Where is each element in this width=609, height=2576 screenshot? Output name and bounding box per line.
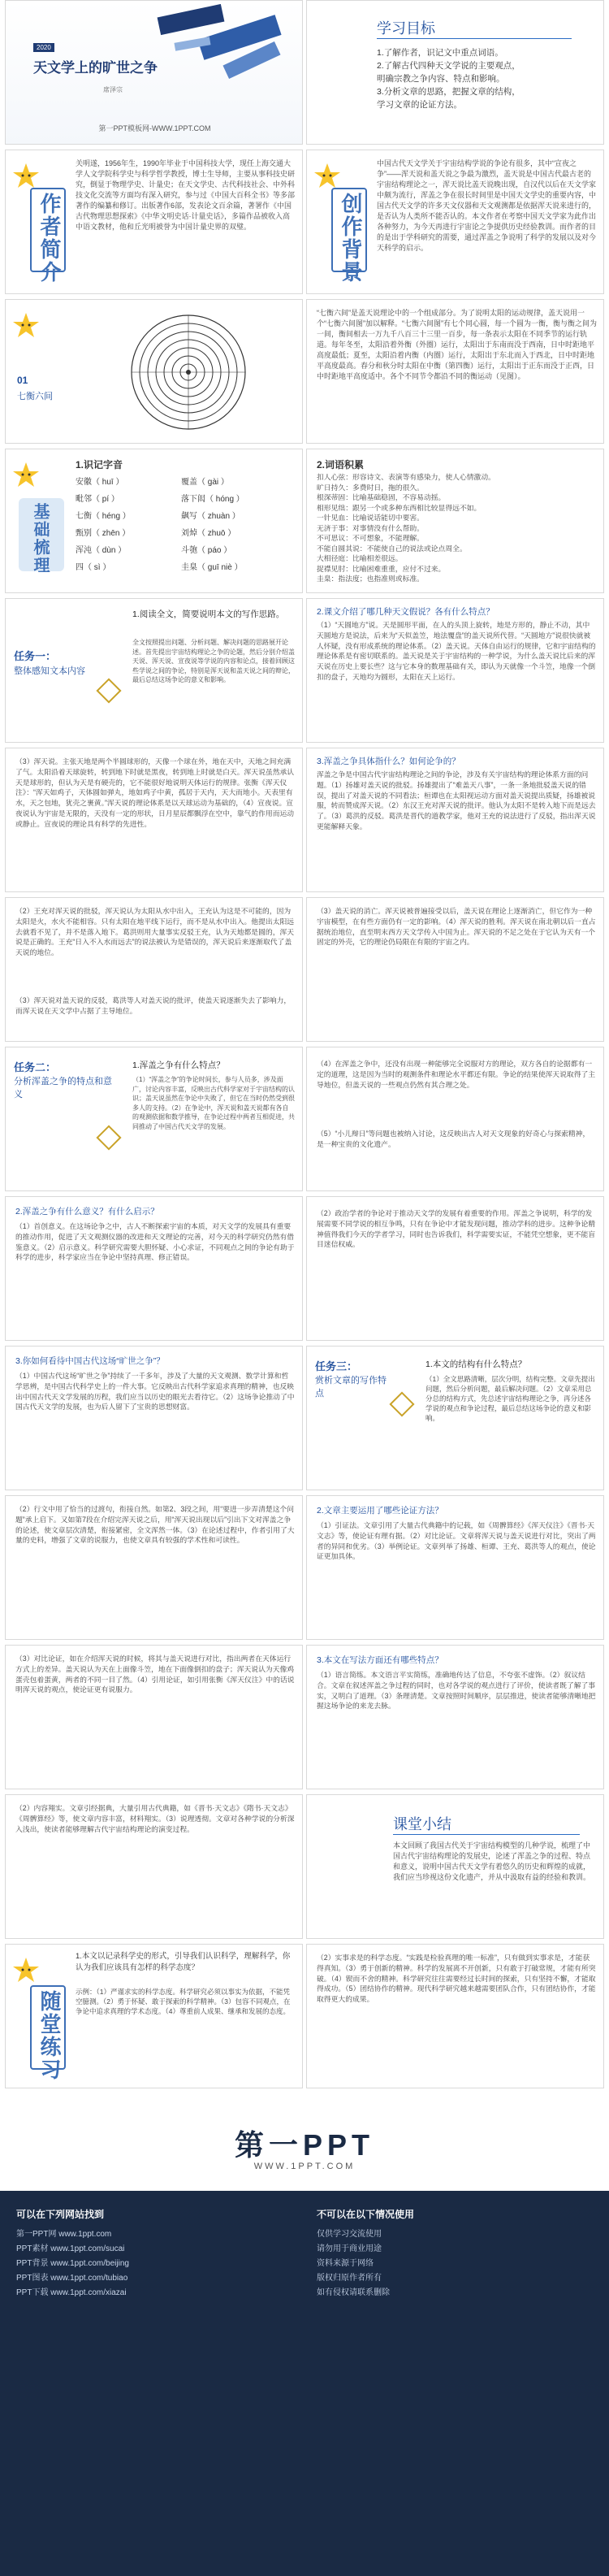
writing-cont-text: （2）内容翔实。文章引经据典，大量引用古代典籍，如《晋书·天文志》《隋书·天文志》《周髀算经》等，使文章内容丰富，材料翔实。（3）说理透彻。文章对各种学说的分析深入浅出，使读者能够理解古代宇宙结构理论的演变过程。 [15,1804,295,1833]
footer-col1-title: 可以在下列网站找到 [16,2209,105,2220]
star-icon [12,162,40,189]
footer-link[interactable]: PPT背景 www.1ppt.com/beijing [16,2259,129,2268]
footer-logo: 第一PPT [234,2128,374,2162]
star-icon [12,1956,40,1984]
vocabulary-heading: 2.词语积累 [317,459,365,471]
star-icon [12,461,40,488]
task1-heading: 1.阅读全文，简要说明本文的写作思路。 [132,609,285,619]
pron-row: 浑沌（ dùn ） 斗匏（ páo ） [76,546,232,555]
objectives-heading: 学习目标 [377,20,435,37]
task3-title: 赏析文章的写作特点 [315,1376,387,1399]
slide-methods-cont [5,1645,303,1789]
methods-text: （1）引证法。文章引用了大量古代典籍中的记载，如《周髀算经》《浑天仪注》《晋书·天文志》等，使论证有理有据。（2）对比论证。文章将浑天说与盖天说进行对比，突出了两者的异同和优劣。（3）举例论证。文章列举了扬雄、桓谭、王充、葛洪等人的观点，使论证更加具体。 [317,1521,596,1561]
slide-significance-cont [306,1196,604,1341]
task1-text: 全文按照提出问题、分析问题、解决问题的思路展开论述。首先提出宇宙结构理论之争的论题，然后分别介绍盖天说、浑天说、宣夜说等学说的内容和论点，接着回顾这些学说之间的争论，特别是浑天说和盖天说之间的辩论，最后总结这场争论的意义和影响。 [132,639,295,683]
pron-row: 四（ sì ） 圭臬（ guī niè ） [76,563,243,572]
slide-task1 [5,598,303,743]
pronunciation-list [76,474,295,576]
slide-hypotheses [306,598,604,743]
title-footer[interactable]: 第一PPT模板网-WWW.1PPT.COM [98,124,211,132]
hypotheses-heading: 2.课文介绍了哪几种天文假说？各有什么特点？ [317,607,495,617]
slide-huntian [5,748,303,892]
pron-row: 毗邻（ pí ） 落下闳（ hóng ） [76,495,244,504]
footer-link[interactable]: PPT图表 www.1ppt.com/tubiao [16,2274,128,2283]
pron-row: 七衡（ héng ） 飙写（ zhuàn ） [76,512,240,521]
task2-label: 任务二： [14,1061,57,1073]
diamond-icon [96,678,121,703]
wangchong-text2: （3）浑天说对盖天说的反驳，葛洪等人对盖天说的批评，使盖天说逐渐失去了影响力，而浑天说在天文学中占据了主导地位。 [15,996,292,1015]
task1-label: 任务一： [14,650,57,662]
task2-heading: 1.浑盖之争有什么特点？ [132,1060,225,1070]
diamond-icon [96,1125,121,1150]
slide-writing [306,1645,604,1789]
practice-cont-text: （2）实事求是的科学态度。“实践是检验真理的唯一标准”，只有做到实事求是，才能获得真知。（3）勇于创新的精神。科学的发展离不开创新，只有敢于打破常规，才能有所突破。（4）锲而不舍的精神。科学研究往往需要经过长时间的探索，只有坚持不懈，才能取得成功。（5）团结协作的精神。现代科学研究越来越需要团队合作，只有团结协作，才能取得更大的成果。 [317,1954,596,2004]
footer-note: 资料来源于网络 [317,2259,374,2268]
practice-label: 随堂练习 [37,1990,62,2081]
slide-author [5,150,303,294]
slide-methods [306,1495,604,1640]
task2-title: 分析浑盖之争的特点和意义 [14,1077,112,1099]
slide-qiheng-diagram [5,299,303,444]
practice-question: 1.本文以记录科学史的形式，引导我们认识科学，理解科学，你认为我们应该具有怎样的科学态度？ [76,1952,291,1972]
slide-task3 [306,1346,604,1490]
footer-note: 仅供学习交流使用 [317,2230,382,2239]
methods-heading: 2.文章主要运用了哪些论证方法？ [317,1506,443,1516]
objective-line: 1.了解作者，识记文中重点词语。 [377,48,503,58]
summary-heading: 课堂小结 [393,1816,451,1832]
star-icon [313,162,341,189]
footer-col2 [317,2207,593,2301]
objective-line: 明确宗教之争内容、特点和影响。 [377,74,505,84]
features-cont-text2: （5）“小儿辩日”等问题也被纳入讨论，这反映出古人对天文现象的好奇心与探索精神，是一种宝贵的文化遗产。 [317,1130,590,1148]
objectives-divider [377,38,572,39]
slide-background [306,150,604,294]
slide-structure-cont [5,1495,303,1640]
star-icon [12,311,40,339]
qiheng-text: “七衡六间”是盖天说理论中的一个组成部分。为了说明太阳的运动规律，盖天说用一个“七衡六间图”加以解释。“七衡六间图”有七个同心圆，每一个圆为一衡，衡与衡之间为一间，衡间相去一万九千八百三十三里一百步，每一条表示太阳在不同季节的运行轨道。每年冬至，太阳沿着外衡（外圈）运行，太阳出于东南而没于西南，日中时距地平高度最低；夏至，太阳沿着内衡（内圈）运行，太阳出于东北而入于西北，日中时距地平高度最高。春分和秋分时太阳在中衡（第四衡）运行，太阳出于正东而没于正西，日中时距地平高度适中。各个不同节令都沿不同的衡运动（见图）。 [317,309,597,380]
background-label: 创作背景 [339,193,363,284]
slide-practice [5,1944,303,2088]
task3-heading: 1.本文的结构有什么特点？ [425,1360,527,1369]
practice-answer: 示例：（1）严谨求实的科学态度。科学研究必须以事实为依据，不能凭空臆测。（2）勇于怀疑、敢于探索的科学精神。（3）包容不同观点，在争论中追求真理的学术态度。（4）尊重前人成果、继承和发展的态度。 [76,1988,291,2015]
objectives-list [377,46,596,111]
pronunciation-heading: 1.识记字音 [76,459,123,471]
slide-gaitian-end [306,897,604,1042]
slide-debate [306,748,604,892]
significance-heading: 2.浑盖之争有什么意义？有什么启示？ [15,1207,159,1216]
footer-link[interactable]: PPT下载 www.1ppt.com/xiazai [16,2288,127,2297]
title-author: 席泽宗 [103,86,123,93]
significance-text: （1）首创意义。在这场论争之中，古人不断探索宇宙的本质，对天文学的发展具有重要的推动作用，促进了天文观测仪器的改进和天文理论的完善，对今天的科学研究仍然有借鉴意义。（2）启示意义。科学研究需要大胆怀疑、小心求证，不同观点之间的争论有助于科学的进步，科学家应当在争论中坚持真理、修正错误。 [15,1222,295,1262]
footer-col1 [16,2207,292,2301]
significance-cont-text: （2）政治学者的争论对于推动天文学的发展有着重要的作用。浑盖之争说明，科学的发展需要不同学说的相互争鸣，只有在争论中才能发现问题，推动学科的进步。这种争论精神值得我们今天的学者学习，同时也告诉我们，科学需要实证，不能凭空想象，更不能盲目迷信权威。 [317,1209,596,1249]
wangchong-text: （2）王充对浑天说的批驳，浑天说认为太阳从水中出入，王充认为这是不可能的，因为太阳是火，水火不能相容。只有太阳在地平线下运行，而不是从水中出入。他提出太阳远去就看不见了，并不是落入地下。葛洪则用大量事实反驳王充，认为天地都是圆的，浑天说是正确的。王充“日入不入水而远去”的说法被认为是错误的，浑天说后来逐渐取代了盖天说的地位。 [15,907,295,957]
objective-line: 2.了解古代四种天文学说的主要观点， [377,61,520,71]
title-badge: 2020 [33,43,54,52]
section-number: 01 [17,375,28,386]
slide-task2 [5,1047,303,1191]
footer-col1-links [16,2227,292,2301]
slide-vocabulary [306,449,604,593]
slide-objectives [306,0,604,145]
view-heading: 3.你如何看待中国古代这场“旷世之争”？ [15,1356,165,1366]
gaitian-end-text: （3）盖天说的消亡。浑天说被普遍接受以后，盖天说在理论上逐渐消亡，但它作为一种宇宙模型，在有些方面仍有一定的影响。（4）浑天说的胜利。浑天说在南北朝以后一直占据统治地位，直至明末西方天文学传入中国为止。浑天说的不足之处在于它认为天有一个固定的外壳，它的理论仍局限在有限的宇宙之内。 [317,907,596,947]
slide-pronunciation [5,449,303,593]
writing-text: （1）语言简练。本文语言平实简练，准确地传达了信息，不夸张不虚饰。（2）叙议结合。文章在叙述浑盖之争过程的同时，也对各学说的观点进行了评价，使读者既了解了事实，又明白了道理。（3）条理清楚。文章按照时间顺序，层层推进，使读者能够清晰地把握这场争论的来龙去脉。 [317,1671,596,1711]
pron-row: 安徽（ huī ） 覆盖（ gài ） [76,478,229,487]
objective-line: 3.分析文章的思路，把握文章的结构， [377,87,520,97]
background-text: 中国古代天文学关于宇宙结构学说的争论有很多，其中“宣夜之争”——浑天说和盖天说之争最为激烈，盖天说是中国古代最古老的宇宙结构理论之一，浑天说比盖天说晚出现，自汉代以后在天文学家中颇为流行，浑盖之争在很长时间里是中国天文学史的重要内容，中国古代天文学的许多天文仪器和天文观测都是依据浑天说来进行的，是否认为人类所不能否认的。本文作者在考察中国天文学家为此作出各种努力，为今天再进行宇宙论之争提供历史经验教训。而作者的目的是出于学科研究的需要，通过浑盖之争说明了科学的发展以及对今天科学的启示。 [377,159,597,252]
summary-text: 本文回顾了我国古代关于宇宙结构模型的几种学说，梳理了中国古代宇宙结构理论的发展史，论述了浑盖之争的过程、特点和意义，说明中国古代天文学有着悠久的历史和辉煌的成就，我们应当珍视这份文化遗产，并从中汲取有益的经验和教训。 [393,1841,591,1881]
diamond-icon [389,1391,414,1416]
slide-title [5,0,303,145]
footer-url[interactable]: WWW.1PPT.COM [253,2162,356,2171]
footer-logo-area [0,2093,609,2191]
slide-view [5,1346,303,1490]
vocabulary-list: 扣人心弦：形容诗文、表演等有感染力，使人心情激动。 旷日持久：多费时日，拖的很久。 根深蒂固：比喻基础稳固，不容易动摇。 相形见绌：跟另一个或多种东西相比较显得远不如。 一针见血：比喻说话能切中要害。 无济于事：对事情没有什么帮助。 不可思议：不可想象，不能理解。 不能自圆其说：不能使自己的说法或论点周全。 大相径庭：比喻相差很远。 捉襟见肘：比喻困难重重，应付不过来。 圭臬：指法度；也指准则或标准。 [317,473,495,583]
footer-link[interactable]: 第一PPT网 www.1ppt.com [16,2230,112,2239]
task1-title: 整体感知文本内容 [14,666,85,676]
task3-text: （1）全文思路清晰，层次分明，结构完整。文章先提出问题，然后分析问题，最后解决问题。（2）文章采用总分总的结构方式，先总述宇宙结构理论之争，再分述各学说的观点和争论过程，最后总结这场争论的意义和影响。 [425,1375,595,1422]
slide-title-text: 天文学上的旷世之争 [33,60,158,76]
footer-note: 版权归原作者所有 [317,2274,382,2283]
hypotheses-text: （1）“天圆地方”说。天是圆形平面，在人的头顶上旋转，地是方形的，静止不动，其中天圆地方是说法，后来为“天似盖笠，地法覆盘”的盖天说所代替。“天圆地方”说很快就被人怀疑，没有形成系统的理论体系。（2）盖天说。天体自由运行的规律，它和宇宙结构的理论体系是有密切联系的。盖天说是关于宇宙结构的一种学说，为什么盖天说比后来的浑天说在历史上要长些？这与它本身的数理基础有关，即认为天就像一个斗笠，地像一个倒扣的盘子，天地均为圆形，太阳在天上运行。 [317,621,596,681]
features-cont-text: （4）在浑盖之争中，还没有出现一种能够完全说服对方的理论，双方各自的论据都有一定的道理，这是因为当时的观测条件和理论水平都还有限。争论的结果使浑天说取得了主导地位，但盖天说的一些观点仍然有其合理之处。 [317,1060,596,1089]
debate-text: 浑盖之争是中国古代宇宙结构理论之间的争论，涉及有关宇宙结构的理论体系方面的问题。（1）扬雄对盖天说的批驳。扬雄提出了“难盖天八事”，一条一条地批驳盖天说的错误，提出了对盖天说的不同看法；桓谭也在太阳视运动方面对盖天说提出质疑，扬雄被说服，转而赞成浑天说。（2）东汉王充对浑天说的批评。他认为太阳不是转入地下而是远去了。（3）葛洪的反驳。葛洪是晋代的道教学家，他对王充的说法进行了反驳，指出浑天说更能解释天象。 [317,770,596,830]
footer-col2-title: 不可以在以下情况使用 [317,2209,415,2220]
summary-divider [393,1834,580,1835]
basics-label: 基础梳理 [31,503,49,575]
footer-banner [0,2093,609,2576]
slide-qiheng-text [306,299,604,444]
footer-note: 如有侵权请联系删除 [317,2288,390,2297]
slide-significance [5,1196,303,1341]
slide-wangchong [5,897,303,1042]
view-text: （1）中国古代这场“旷世之争”持续了一千多年，涉及了大量的天文观测、数学计算和哲学思辨，是中国古代科学史上的一件大事。它反映出古代科学家追求真理的精神，也反映出中国古代天文学发展的历程，我们应当以历史的眼光去看待它。（2）这场争论推动了中国古代天文学的发展，也为后人留下了宝贵的思想财富。 [15,1372,295,1412]
huntian-text: （3）浑天说。主张天地是两个半圆球形的，天像一个球在外，地在天中，天地之间充满了气。太阳沿着天球旋转，转到地下时就是黑夜，转到地上时就是白天。浑天说虽然承认天是球形的，但认为天是有硬壳的，它不能很好地说明天体运行的规律。张衡《浑天仪注》：“浑天如鸡子，天体圆如弹丸，地如鸡子中黄，孤居于天内，天大而地小。天表里有水，天之包地，犹壳之裹黄。”浑天说的理论体系是以天球运动为基础的，（4）宣夜说。宣夜说认为宇宙是无限的，天没有一定的形状，日月星辰都飘浮在空中，靠气的作用而运动或静止。宣夜说的理论具有科学的先进性。 [15,757,295,828]
methods-cont-text: （3）对比论证，如在介绍浑天说的时候，将其与盖天说进行对比，指出两者在天体运行方式上的差异。盖天说认为天在上面像斗笠，地在下面像倒扣的盘子；浑天说认为天像鸡蛋壳包着蛋黄，两者的不同一目了然。（4）引用论证，如引用张衡《浑天仪注》中的话说明浑天说的观点，使论证更有说服力。 [15,1654,295,1694]
footer-link[interactable]: PPT素材 www.1ppt.com/sucai [16,2244,125,2253]
slide-writing-cont [5,1794,303,1939]
objective-line: 学习文章的论证方法。 [377,100,462,110]
footer-col2-lines [317,2227,593,2301]
writing-heading: 3.本文在写法方面还有哪些特点？ [317,1655,443,1665]
footer-note: 请勿用于商业用途 [317,2244,382,2253]
qiheng-diagram [127,311,249,433]
slide-features-cont [306,1047,604,1191]
slide-practice-cont [306,1944,604,2088]
task3-label: 任务三： [315,1360,358,1373]
slide-summary [306,1794,604,1939]
task2-text: （1）“浑盖之争”的争论时间长，参与人员多，涉及面广，讨论内容丰富，反映出古代科学家对于宇宙结构的认识；盖天说虽然在争论中失败了，但它在当时仍然受到很多人的支持。（2）在争论中，浑天说和盖天说都有各自的观测依据和数学推导，在争论过程中两者互相促进，共同推动了中国古代天文学的发展。 [132,1076,295,1130]
pron-row: 甄别（ zhēn ） 刘焯（ zhuō ） [76,529,236,538]
structure-cont-text: （2）行文中用了恰当的过渡句，衔接自然。如第2、3段之间，用“要进一步弄清楚这个问题”承上启下。又如第7段在介绍完浑天说之后，用“浑天说出现以后”引出下文对浑盖之争的论述，使文章层次清楚，衔接紧密，全文浑然一体。（3）在论述过程中，作者引用了大量的史料，增强了文章的说服力，也使文章具有较强的学术性和可读性。 [15,1505,295,1545]
section-title: 七衡六间 [17,392,53,401]
debate-heading: 3.浑盖之争具体指什么？如何论争的？ [317,757,460,766]
author-label: 作者简介 [37,193,62,284]
author-text: 关明遂，1956年生，1990年毕业于中国科技大学，现任上海交通大学人文学院科学史与科学哲学教授，博士生导师，主要从事科技史研究，倒显于物理学史、计量史；在天文学史、古代科技社会、中外科技文化交流等方面均有深入研究，参与过《中国大百科全书》等多部著作的编纂和修订。出版著作6部，发表论文百余篇，著署作《中国古代物理思想探索》《中华文明史话·计量史话》，多篇作品被收入高中语文教材，他和丘光明被誉为中国计量史界的双璧。 [76,159,296,231]
